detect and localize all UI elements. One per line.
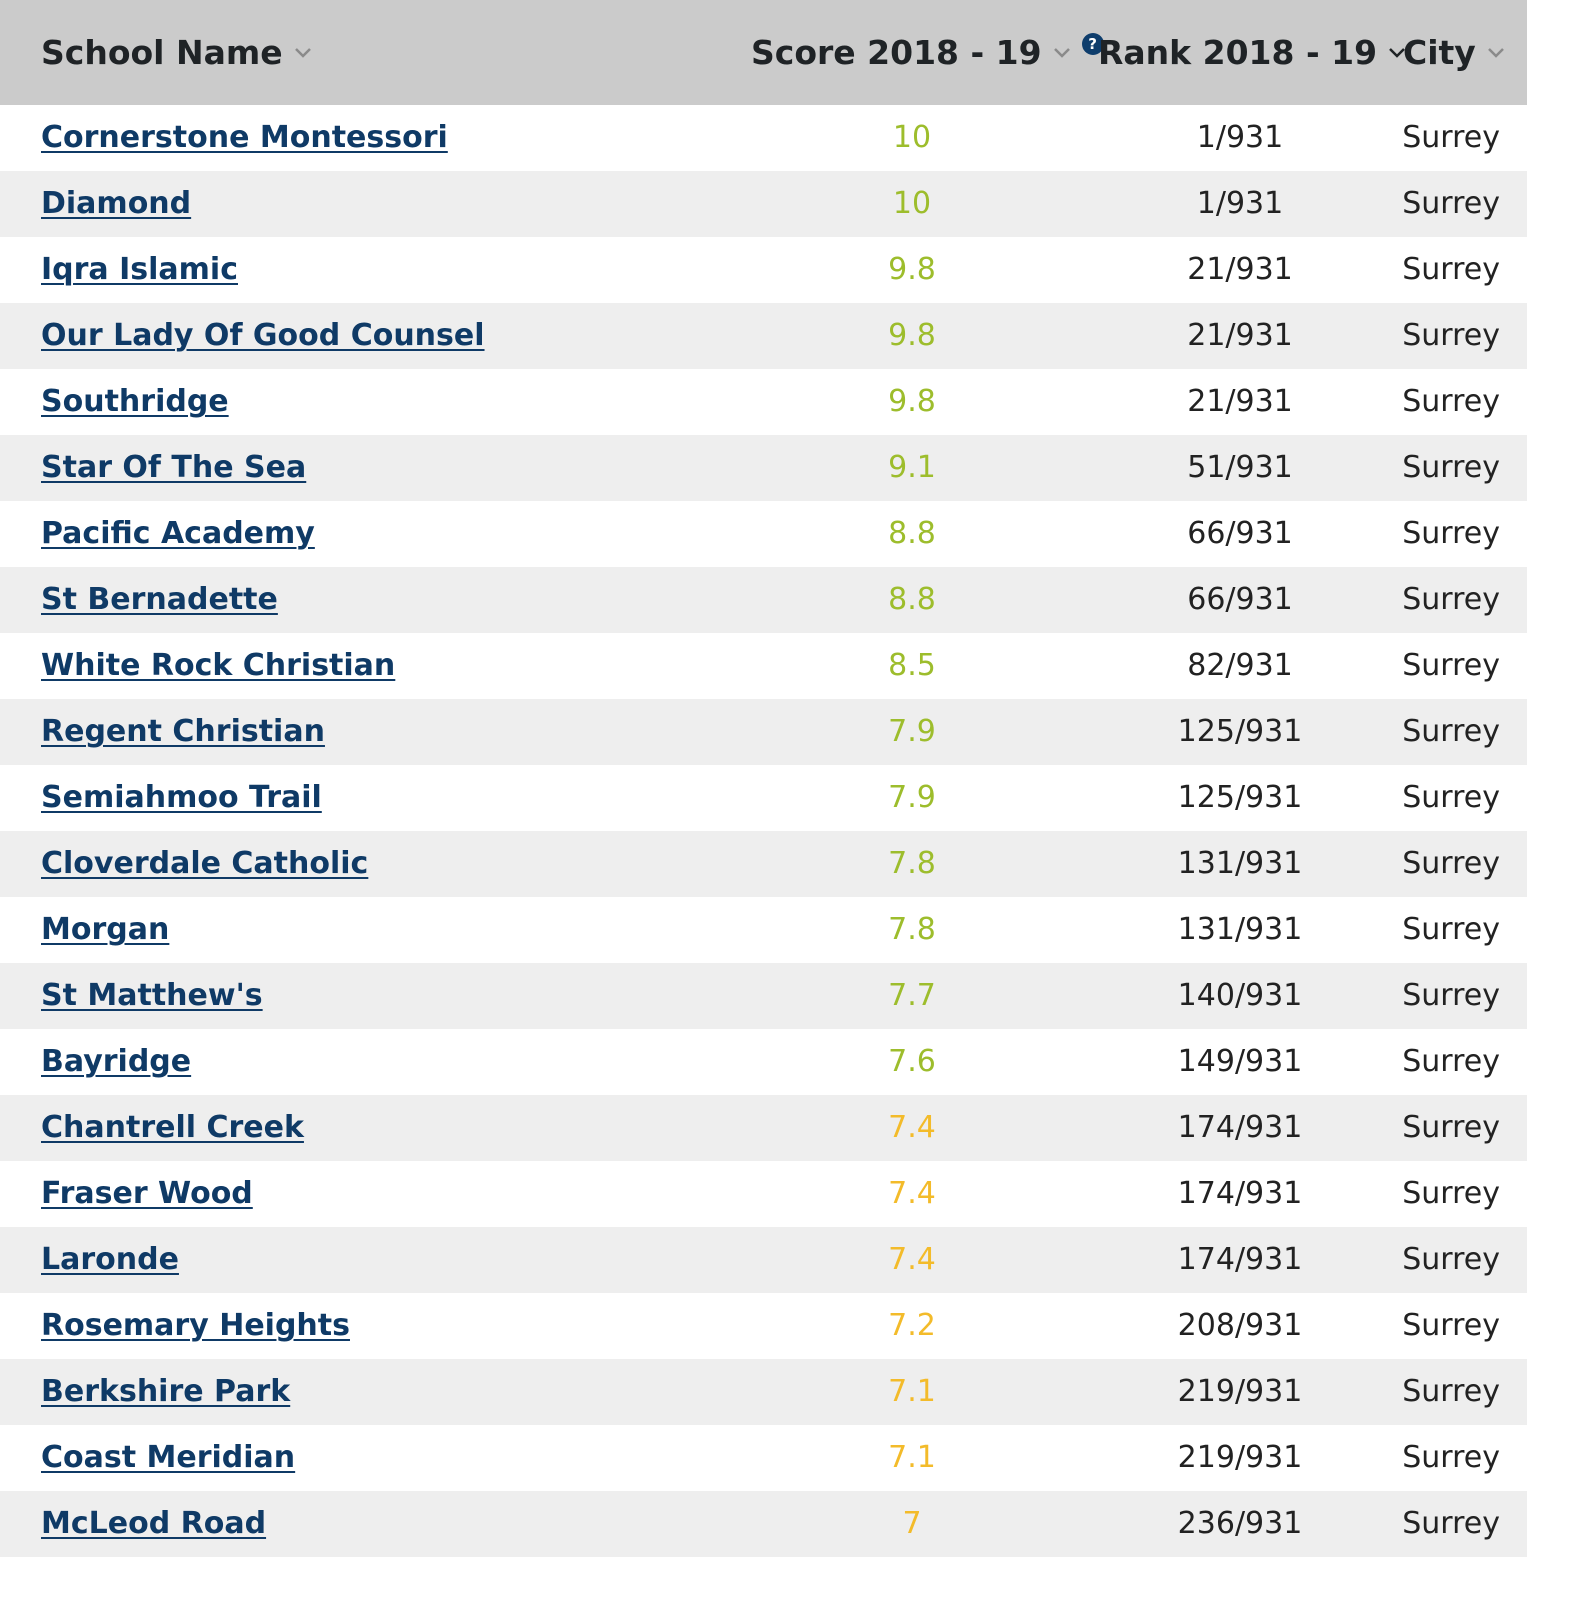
table-row	[0, 171, 1527, 237]
score-value: 9.8	[888, 318, 936, 353]
score-value: 7.8	[888, 912, 936, 947]
table-row	[0, 633, 1527, 699]
school-name-link[interactable]: Cloverdale Catholic	[41, 846, 369, 881]
rank-header-label: Rank 2018 - 19	[1098, 33, 1378, 72]
table-row	[0, 567, 1527, 633]
chevron-down-icon	[293, 46, 313, 60]
table-row	[0, 501, 1527, 567]
school-name-header-label: School Name	[41, 33, 283, 72]
city-value: Surrey	[1402, 252, 1500, 287]
score-value: 9.8	[888, 384, 936, 419]
city-value: Surrey	[1402, 978, 1500, 1013]
city-value: Surrey	[1402, 120, 1500, 155]
rank-value: 1/931	[1196, 120, 1284, 155]
school-name-link[interactable]: Regent Christian	[41, 714, 325, 749]
score-value: 9.1	[888, 450, 936, 485]
rank-value: 174/931	[1177, 1242, 1303, 1277]
city-value: Surrey	[1402, 186, 1500, 221]
rank-value: 82/931	[1187, 648, 1293, 683]
sort-city[interactable]	[1403, 0, 1506, 105]
score-value: 7.6	[888, 1044, 936, 1079]
rank-value: 21/931	[1187, 252, 1293, 287]
rank-value: 125/931	[1177, 780, 1303, 815]
score-header-label: Score 2018 - 19	[751, 33, 1042, 72]
score-value: 7	[902, 1506, 922, 1541]
table-row	[0, 1293, 1527, 1359]
school-name-link[interactable]: Chantrell Creek	[41, 1110, 304, 1145]
rank-value: 219/931	[1177, 1374, 1303, 1409]
table-row	[0, 831, 1527, 897]
school-name-link[interactable]: Diamond	[41, 186, 192, 221]
score-value: 7.9	[888, 714, 936, 749]
school-name-link[interactable]: Iqra Islamic	[41, 252, 238, 287]
rank-value: 21/931	[1187, 318, 1293, 353]
score-value: 9.8	[888, 252, 936, 287]
table-row	[0, 1095, 1527, 1161]
help-icon[interactable]: ?	[1082, 33, 1104, 55]
city-value: Surrey	[1402, 714, 1500, 749]
city-value: Surrey	[1402, 1110, 1500, 1145]
table-row	[0, 237, 1527, 303]
score-value: 8.5	[888, 648, 936, 683]
rank-value: 131/931	[1177, 846, 1303, 881]
city-value: Surrey	[1402, 1374, 1500, 1409]
city-value: Surrey	[1402, 780, 1500, 815]
city-value: Surrey	[1402, 1506, 1500, 1541]
city-value: Surrey	[1402, 1242, 1500, 1277]
sort-score[interactable]	[751, 0, 1104, 105]
school-name-link[interactable]: Star Of The Sea	[41, 450, 307, 485]
table-row	[0, 1425, 1527, 1491]
rank-value: 219/931	[1177, 1440, 1303, 1475]
school-name-link[interactable]: Rosemary Heights	[41, 1308, 350, 1343]
city-value: Surrey	[1402, 318, 1500, 353]
rank-value: 51/931	[1187, 450, 1293, 485]
city-value: Surrey	[1402, 1440, 1500, 1475]
sort-school-name[interactable]	[41, 0, 313, 105]
school-name-link[interactable]: McLeod Road	[41, 1506, 267, 1541]
rank-value: 131/931	[1177, 912, 1303, 947]
city-value: Surrey	[1402, 582, 1500, 617]
chevron-down-icon	[1052, 46, 1072, 60]
score-value: 7.1	[888, 1374, 936, 1409]
school-name-link[interactable]: Southridge	[41, 384, 229, 419]
school-name-link[interactable]: Morgan	[41, 912, 170, 947]
rank-value: 236/931	[1177, 1506, 1303, 1541]
score-value: 7.1	[888, 1440, 936, 1475]
table-row	[0, 303, 1527, 369]
city-header-label: City	[1403, 33, 1476, 72]
score-value: 8.8	[888, 582, 936, 617]
rank-value: 66/931	[1187, 516, 1293, 551]
city-value: Surrey	[1402, 648, 1500, 683]
table-row	[0, 897, 1527, 963]
score-value: 7.9	[888, 780, 936, 815]
school-name-link[interactable]: Coast Meridian	[41, 1440, 296, 1475]
score-value: 7.8	[888, 846, 936, 881]
score-value: 10	[892, 120, 932, 155]
city-value: Surrey	[1402, 384, 1500, 419]
school-name-link[interactable]: Semiahmoo Trail	[41, 780, 322, 815]
school-name-link[interactable]: St Bernadette	[41, 582, 278, 617]
table-row	[0, 1359, 1527, 1425]
score-value: 7.2	[888, 1308, 936, 1343]
table-row	[0, 1227, 1527, 1293]
school-name-link[interactable]: Fraser Wood	[41, 1176, 253, 1211]
table-row	[0, 963, 1527, 1029]
school-name-link[interactable]: Bayridge	[41, 1044, 192, 1079]
city-value: Surrey	[1402, 912, 1500, 947]
rank-value: 21/931	[1187, 384, 1293, 419]
table-body	[0, 105, 1527, 1557]
table-row	[0, 765, 1527, 831]
score-value: 10	[892, 186, 932, 221]
school-name-link[interactable]: Cornerstone Montessori	[41, 120, 448, 155]
rank-value: 125/931	[1177, 714, 1303, 749]
school-name-link[interactable]: St Matthew's	[41, 978, 263, 1013]
table-row	[0, 105, 1527, 171]
rank-value: 140/931	[1177, 978, 1303, 1013]
school-name-link[interactable]: Berkshire Park	[41, 1374, 291, 1409]
city-value: Surrey	[1402, 1308, 1500, 1343]
city-value: Surrey	[1402, 450, 1500, 485]
rank-value: 174/931	[1177, 1176, 1303, 1211]
score-value: 8.8	[888, 516, 936, 551]
school-name-link[interactable]: Our Lady Of Good Counsel	[41, 318, 485, 353]
school-name-link[interactable]: Pacific Academy	[41, 516, 315, 551]
score-value: 7.4	[888, 1176, 936, 1211]
chevron-down-icon	[1486, 46, 1506, 60]
table-row	[0, 1161, 1527, 1227]
school-name-link[interactable]: White Rock Christian	[41, 648, 396, 683]
table-row	[0, 369, 1527, 435]
city-value: Surrey	[1402, 1176, 1500, 1211]
city-value: Surrey	[1402, 516, 1500, 551]
city-value: Surrey	[1402, 1044, 1500, 1079]
school-name-link[interactable]: Laronde	[41, 1242, 179, 1277]
score-value: 7.4	[888, 1242, 936, 1277]
score-value: 7.4	[888, 1110, 936, 1145]
rank-value: 149/931	[1177, 1044, 1303, 1079]
table-row	[0, 435, 1527, 501]
sort-rank[interactable]	[1098, 0, 1407, 105]
table-row	[0, 699, 1527, 765]
rank-value: 174/931	[1177, 1110, 1303, 1145]
rank-value: 208/931	[1177, 1308, 1303, 1343]
table-header	[0, 0, 1527, 105]
table-row	[0, 1491, 1527, 1557]
city-value: Surrey	[1402, 846, 1500, 881]
rank-value: 66/931	[1187, 582, 1293, 617]
rank-value: 1/931	[1196, 186, 1284, 221]
score-value: 7.7	[888, 978, 936, 1013]
table-row	[0, 1029, 1527, 1095]
